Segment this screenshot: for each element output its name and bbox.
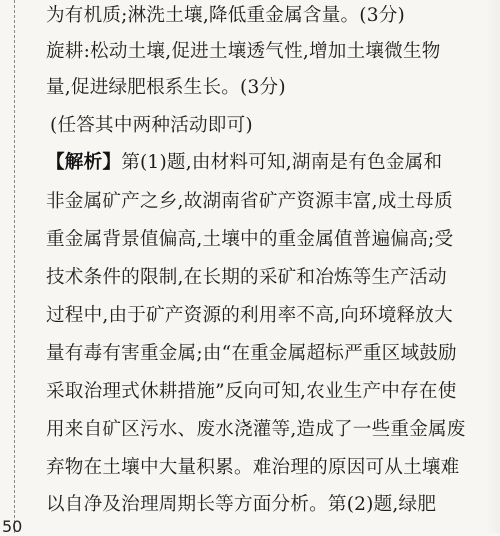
- page-edge-shadow: [486, 0, 500, 533]
- text-line-4: (任答其中两种活动即可): [50, 115, 253, 136]
- text-line-14: 以自净及治理周期长等方面分析。第(2)题,绿肥: [46, 494, 437, 515]
- text-line-3: 量,促进绿肥根系生长。(3分): [46, 77, 286, 98]
- binding-dashed-line: [14, 0, 15, 533]
- text-line-5: 第(1)题,由材料可知,湖南是有色金属和: [121, 152, 443, 173]
- analysis-tag: 【解析】: [46, 152, 122, 173]
- text-line-1: 为有机质;淋洗土壤,降低重金属含量。(3分): [46, 5, 406, 26]
- text-line-12: 用来自矿区污水、废水浇灌等,造成了一些重金属废: [46, 419, 466, 440]
- text-line-7: 重金属背景值偏高,土壤中的重金属值普遍偏高;受: [46, 229, 454, 250]
- text-line-11: 采取治理式休耕措施”反向可知,农业生产中存在使: [46, 381, 457, 402]
- text-line-10: 量有毒有害重金属;由“在重金属超标严重区域鼓励: [46, 343, 457, 364]
- text-line-8: 技术条件的限制,在长期的采矿和冶炼等生产活动: [46, 267, 447, 288]
- analysis-line: [46, 151, 442, 175]
- page-number: 50: [2, 517, 23, 536]
- text-line-13: 弃物在土壤中大量积累。难治理的原因可从土壤难: [46, 457, 460, 478]
- text-line-2: 旋耕:松动土壤,促进土壤透气性,增加土壤微生物: [46, 41, 441, 62]
- text-line-9: 过程中,由于矿产资源的利用率不高,向环境释放大: [46, 305, 453, 326]
- text-line-6: 非金属矿产之乡,故湖南省矿产资源丰富,成土母质: [46, 191, 453, 212]
